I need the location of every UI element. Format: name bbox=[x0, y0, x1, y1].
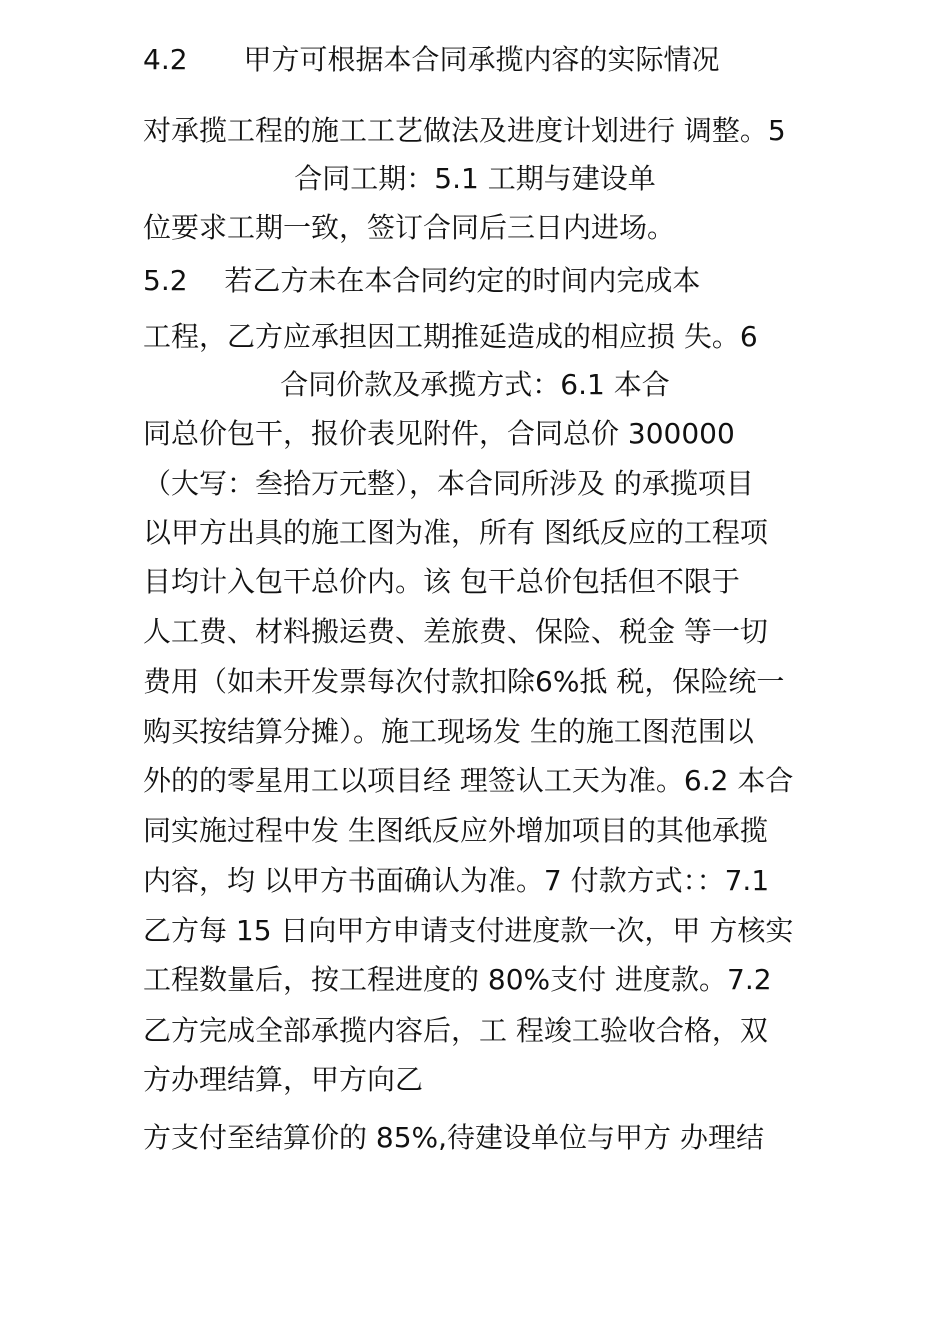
text-line-17: 内容，均 以甲方书面确认为准。7 付款方式：：7.1 bbox=[143, 864, 770, 897]
text-line-18: 乙方每 15 日向甲方申请支付进度款一次，甲 方核实 bbox=[143, 914, 794, 947]
text-line-2: 对承揽工程的施工工艺做法及进度计划进行 调整。5 bbox=[143, 114, 786, 147]
text-line-11: 目均计入包干总价内。该 包干总价包括但不限于 bbox=[143, 565, 740, 598]
text-line-16: 同实施过程中发 生图纸反应外增加项目的其他承揽 bbox=[143, 814, 768, 847]
text-line-15: 外的的零星用工以项目经 理签认工天为准。6.2 本合 bbox=[143, 764, 794, 797]
text-line-4: 位要求工期一致，签订合同后三日内进场。 bbox=[143, 211, 676, 244]
text-line-8: 同总价包干，报价表见附件，合同总价 300000 bbox=[143, 417, 735, 450]
text-line-19: 工程数量后，按工程进度的 80%支付 进度款。7.2 bbox=[143, 963, 772, 996]
text-line-6: 工程，乙方应承担因工期推延造成的相应损 失。6 bbox=[143, 320, 758, 353]
text-line-5: 5.2 若乙方未在本合同约定的时间内完成本 bbox=[143, 264, 701, 297]
text-line-20: 乙方完成全部承揽内容后，工 程竣工验收合格，双 bbox=[143, 1014, 768, 1047]
text-line-10: 以甲方出具的施工图为准，所有 图纸反应的工程项 bbox=[143, 516, 768, 549]
text-line-1: 4.2 甲方可根据本合同承揽内容的实际情况 bbox=[143, 43, 720, 76]
text-line-14: 购买按结算分摊）。施工现场发 生的施工图范围以 bbox=[143, 715, 754, 748]
text-line-7: 合同价款及承揽方式：6.1 本合 bbox=[280, 368, 670, 401]
text-line-3: 合同工期：5.1 工期与建设单 bbox=[294, 162, 656, 195]
text-line-9: （大写：叁拾万元整），本合同所涉及 的承揽项目 bbox=[143, 467, 754, 500]
text-line-22: 方支付至结算价的 85%,待建设单位与甲方 办理结 bbox=[143, 1121, 764, 1154]
text-line-21: 方办理结算，甲方向乙 bbox=[143, 1063, 424, 1096]
text-line-13: 费用（如未开发票每次付款扣除6%抵 税，保险统一 bbox=[143, 665, 785, 698]
text-line-12: 人工费、材料搬运费、差旅费、保险、税金 等一切 bbox=[143, 615, 768, 648]
